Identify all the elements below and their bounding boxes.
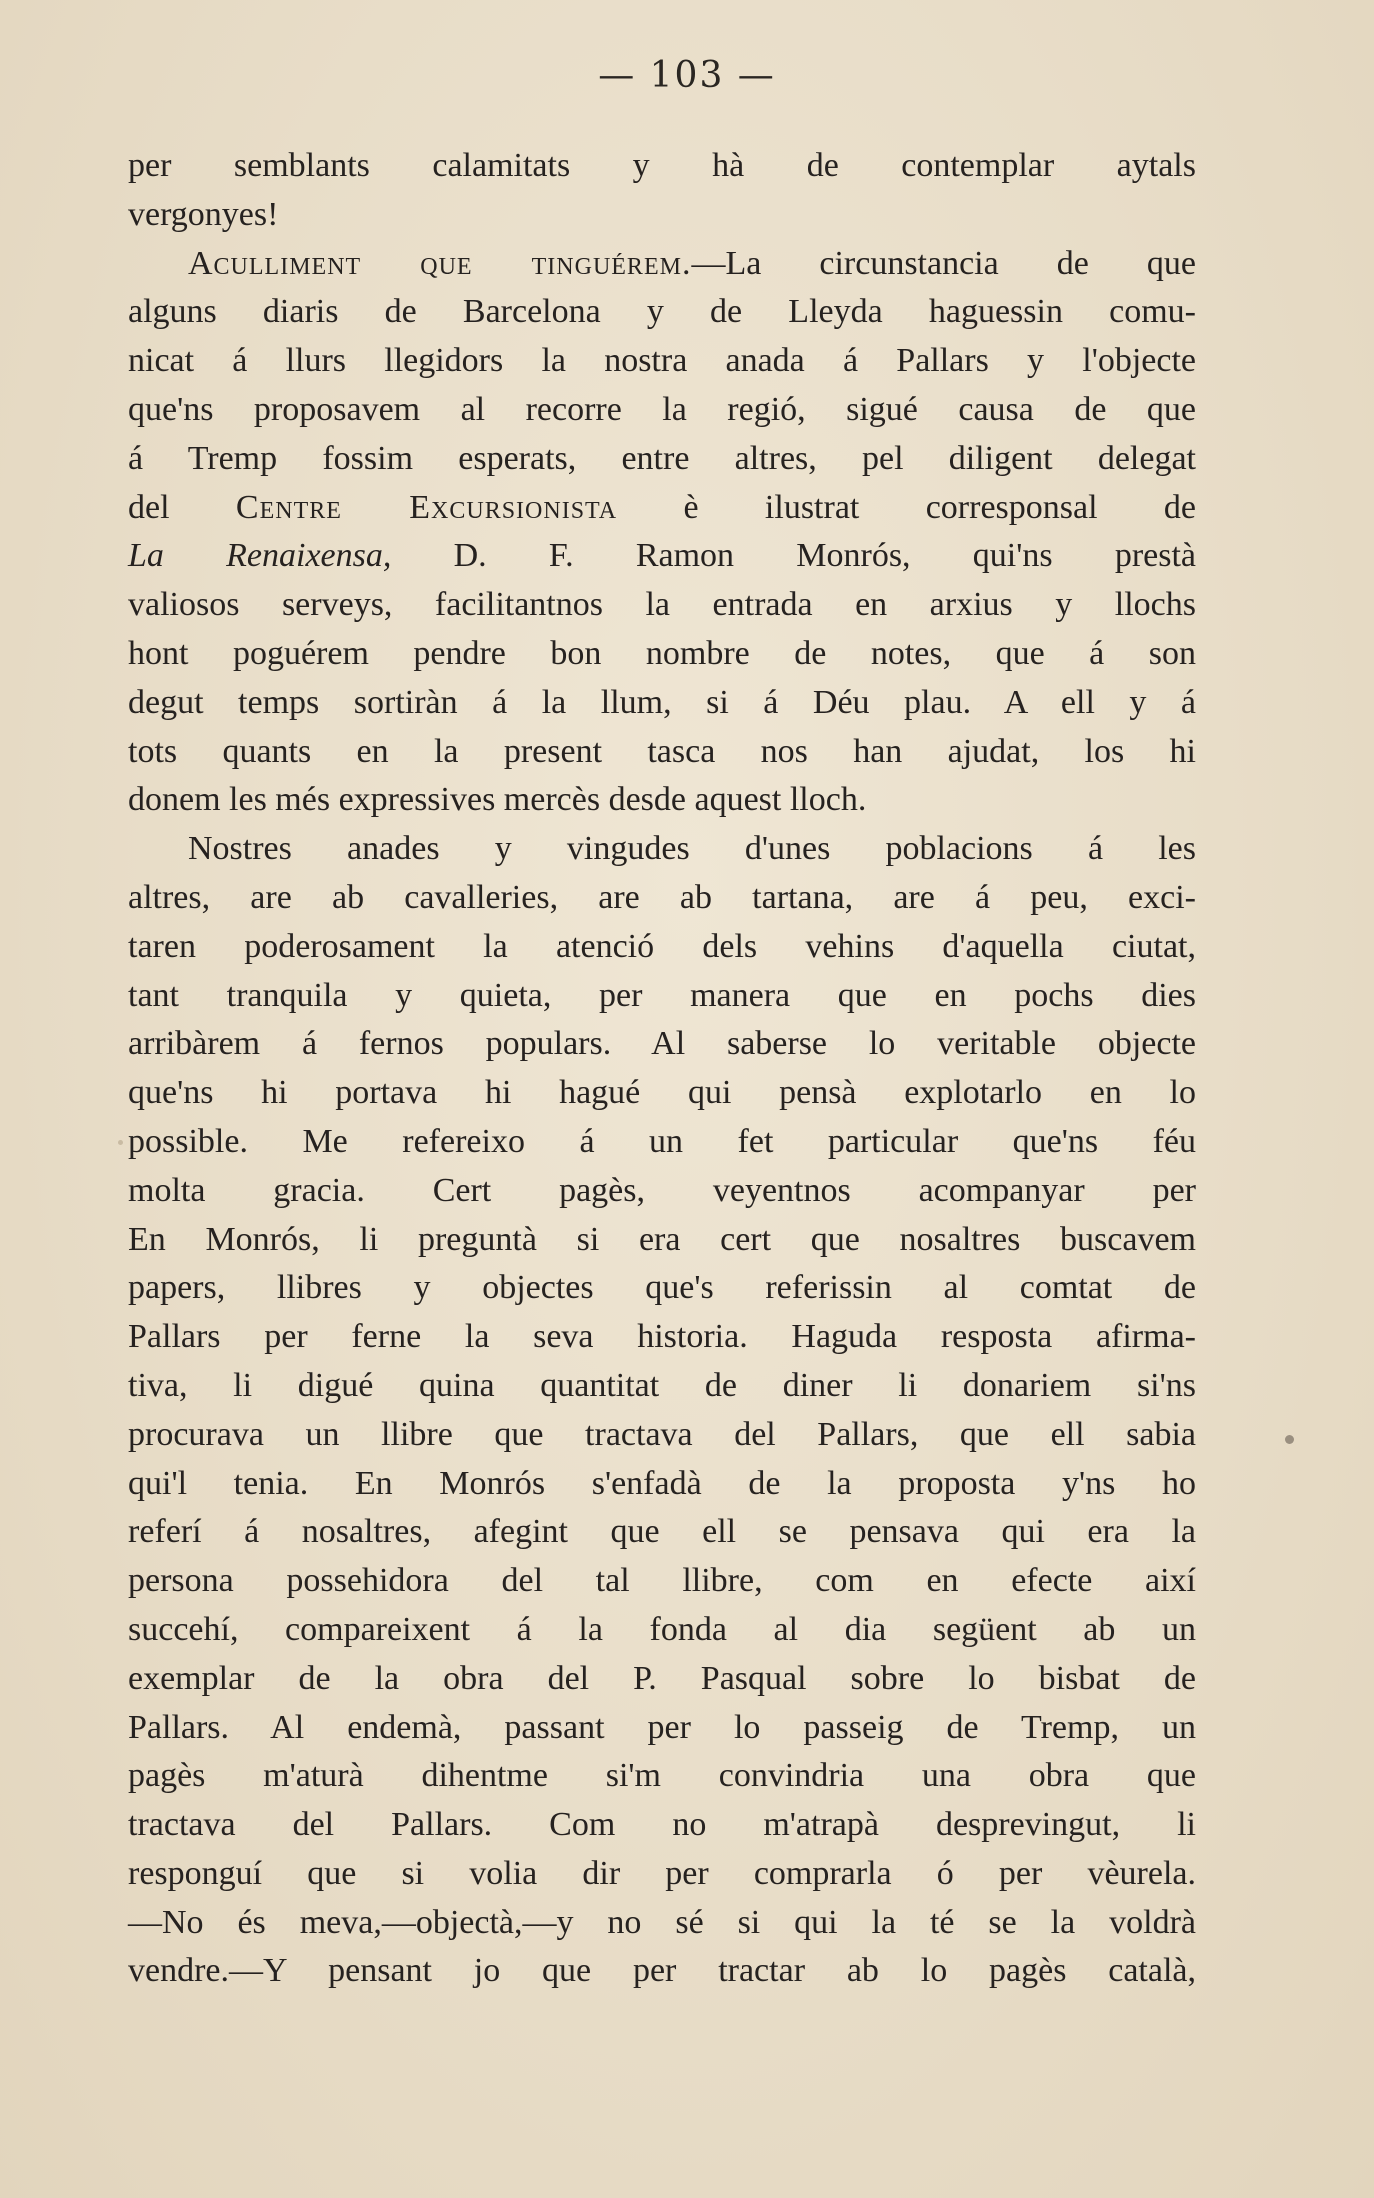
text-line: nicat á llurs llegidors la nostra anada á Pallars y l'objecte [128, 342, 1196, 380]
text-line: La Renaixensa, D. F. Ramon Monrós, qui'ns prestà [128, 537, 1196, 575]
text-line: responguí que si volia dir per comprarla ó per vèurela. [128, 1854, 1196, 1892]
text-line: succehí, compareixent á la fonda al dia següent ab un [128, 1610, 1196, 1648]
text-line: vergonyes! [128, 195, 279, 233]
small-caps-name: Centre Excursionista [235, 488, 618, 526]
text-line: per semblants calamitats y hà de contemplar aytals [128, 147, 1196, 184]
text-line: valiosos serveys, facilitantnos la entrada en arxius y llochs [128, 586, 1196, 624]
paper-speck [1285, 1435, 1294, 1444]
text-line: donem les més expressives mercès desde aquest lloch. [128, 781, 867, 819]
paragraph-start-line: Nostres anades y vingudes d'unes poblacions á les [188, 830, 1196, 868]
text-line: que'ns proposavem al recorre la regió, sigué causa de que [128, 390, 1196, 428]
text-line: En Monrós, li preguntà si era cert que nosaltres buscavem [128, 1220, 1196, 1258]
page-number: — 103 — [598, 55, 776, 96]
text-line: pagès m'aturà dihentme si'm convindria una obra que [128, 1757, 1196, 1795]
text-line: molta gracia. Cert pagès, veyentnos acompanyar per [128, 1171, 1196, 1209]
text-line: taren poderosament la atenció dels vehins d'aquella ciutat, [128, 927, 1196, 965]
text-line: persona possehidora del tal llibre, com en efecte així [128, 1562, 1196, 1600]
text-line: del Centre Excursionista è ilustrat corresponsal de [128, 488, 1196, 526]
text-line: alguns diaris de Barcelona y de Lleyda haguessin comu- [128, 293, 1196, 331]
text-line: á Tremp fossim esperats, entre altres, pel diligent delegat [128, 439, 1196, 477]
body-text [128, 142, 1196, 1996]
section-heading-line: Aculliment que tinguérem.—La circunstancia de que [188, 244, 1197, 282]
text-line: Pallars. Al endemà, passant per lo passeig de Tremp, un [128, 1708, 1196, 1746]
text-line: altres, are ab cavalleries, are ab tartana, are á peu, exci- [128, 878, 1196, 916]
text-line: que'ns hi portava hi hagué qui pensà explotarlo en lo [128, 1074, 1196, 1112]
text-line: qui'l tenia. En Monrós s'enfadà de la proposta y'ns ho [128, 1464, 1196, 1502]
text-line: papers, llibres y objectes que's referissin al comtat de [128, 1269, 1196, 1307]
text-line: procurava un llibre que tractava del Pallars, que ell sabia [128, 1415, 1196, 1453]
text-line: degut temps sortiràn á la llum, si á Déu plau. A ell y á [128, 683, 1196, 721]
text-line: vendre.—Y pensant jo que per tractar ab lo pagès català, [128, 1952, 1196, 1990]
text-line: tots quants en la present tasca nos han ajudat, los hi [128, 732, 1196, 770]
text-line: arribàrem á fernos populars. Al saberse lo veritable objecte [128, 1025, 1196, 1063]
text-line: exemplar de la obra del P. Pasqual sobre lo bisbat de [128, 1659, 1196, 1697]
section-heading: Aculliment que tinguérem. [188, 244, 692, 282]
text-line: tiva, li digué quina quantitat de diner li donariem si'ns [128, 1366, 1196, 1404]
text-line: —No és meva,—objectà,—y no sé si qui la té se la voldrà [128, 1903, 1196, 1941]
text-line: hont poguérem pendre bon nombre de notes, que á son [128, 634, 1196, 672]
text-line: possible. Me refereixo á un fet particular que'ns féu [128, 1122, 1196, 1160]
text-line: referí á nosaltres, afegint que ell se pensava qui era la [128, 1513, 1196, 1551]
text-line: tractava del Pallars. Com no m'atrapà desprevingut, li [128, 1806, 1196, 1844]
text-line: Pallars per ferne la seva historia. Haguda resposta afirma- [128, 1318, 1196, 1356]
paper-speck [118, 1140, 123, 1145]
text-line: tant tranquila y quieta, per manera que en pochs dies [128, 976, 1196, 1014]
italic-title: La Renaixensa, [128, 537, 392, 575]
